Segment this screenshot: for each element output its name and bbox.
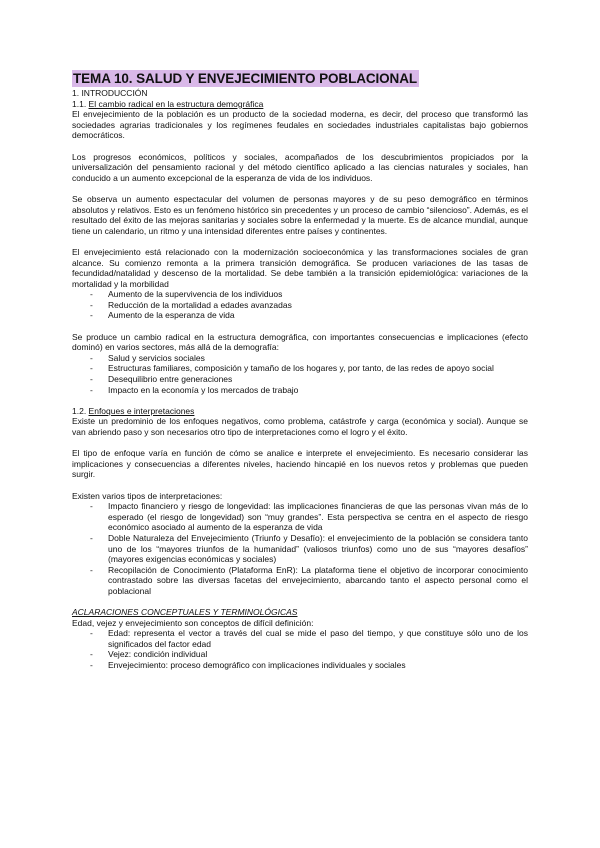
subsection-number: 1.1.	[72, 98, 89, 109]
subsection-number: 1.2.	[72, 405, 89, 416]
document-page	[72, 70, 528, 671]
section-heading-introduccion: 1. INTRODUCCIÓN	[72, 88, 148, 98]
list-item: - Edad: representa el vector a través del cual se mide el paso del tiempo, y que constituye sólo uno de los significados del factor edad	[90, 628, 528, 649]
dash-bullet: -	[90, 363, 93, 374]
paragraph: El envejecimiento de la población es un producto de la sociedad moderna, es decir, del proceso que transformó las sociedades agrarias tradicionales y los regímenes feudales en sociedades industriales capitalistas bajo gobiernos democráticos.	[72, 109, 528, 141]
bullet-list-consecuencias	[72, 353, 528, 395]
paragraph: El tipo de enfoque varía en función de cómo se analice e interprete el envejecimiento. Es necesario considerar las implicaciones y consecuencias a diferentes niveles, haciendo hincapié en los nuevos retos y problemas que pueden surgir.	[72, 448, 528, 480]
list-item: - Aumento de la supervivencia de los individuos	[90, 289, 283, 300]
subsection-heading-1-1	[72, 99, 528, 110]
dash-bullet: -	[90, 352, 93, 363]
subsection-label: Enfoques e interpretaciones	[88, 405, 195, 416]
paragraph: Se observa un aumento espectacular del volumen de personas mayores y de su peso demográfico en términos absolutos y relativos. Esto es un fenómeno histórico sin precedentes y un proceso de cambio “silencioso”. Además, es el resultado del éxito de las mejoras sanitarias y sociales sobre la enfermedad y la muerte. Es de alcance mundial, aunque tiene un calendario, un ritmo y una intensidad diferentes entre países y continentes.	[72, 193, 528, 236]
subsection-heading-1-2	[72, 406, 528, 417]
bullet-list-transicion	[72, 289, 528, 321]
paragraph: Existe un predominio de los enfoques negativos, como problema, catástrofe y carga (económica y social). Aunque se van abriendo paso y son necesarios otro tipo de interpretaciones como el logro y el éxito.	[72, 416, 528, 437]
bullet-list-conceptos	[72, 628, 528, 670]
paragraph: Se produce un cambio radical en la estructura demográfica, con importantes consecuencias e implicaciones (efecto dominó) en varios sectores, más allá de la demografía:	[72, 331, 528, 353]
list-item: - Impacto en la economía y los mercados de trabajo	[90, 384, 299, 395]
dash-bullet: -	[90, 299, 93, 310]
list-item: - Desequilibrio entre generaciones	[90, 374, 233, 385]
list-item: - Salud y servicios sociales	[90, 352, 205, 363]
dash-bullet: -	[90, 564, 93, 575]
subsection-label: El cambio radical en la estructura demográfica	[88, 98, 264, 109]
paragraph: Edad, vejez y envejecimiento son conceptos de difícil definición:	[72, 617, 314, 628]
dash-bullet: -	[90, 532, 93, 543]
page-title: TEMA 10. SALUD Y ENVEJECIMIENTO POBLACIONAL	[73, 71, 418, 86]
dash-bullet: -	[90, 628, 93, 639]
list-item: - Recopilación de Conocimiento (Plataforma EnR): La plataforma tiene el objetivo de incorporar conocimiento contrastado sobre las diversas facetas del envejecimiento, abarcando tanto el aspecto personal como el poblacional	[90, 564, 528, 596]
list-item: - Impacto financiero y riesgo de longevidad: las implicaciones financieras de que las personas vivan más de lo esperado (el riesgo de longevidad) son “muy grandes”. Esta perspectiva se centra en el aspecto de riesgo económico asociado al aumento de la esperanza de vida	[90, 501, 528, 533]
dash-bullet: -	[90, 310, 93, 321]
dash-bullet: -	[90, 501, 93, 512]
list-item: - Aumento de la esperanza de vida	[90, 310, 235, 321]
paragraph: El envejecimiento está relacionado con la modernización socioeconómica y las transformaciones sociales de gran alcance. Su comienzo remonta a la primera transición demográfica. Se producen variaciones de las tasas de fecundidad/natalidad y descenso de la mortalidad. Se debe también a la transición epidemiológica: variaciones de la mortalidad y la morbilidad	[72, 246, 528, 289]
list-item: - Estructuras familiares, composición y tamaño de los hogares y, por tanto, de las redes de apoyo social	[90, 363, 494, 374]
aclaraciones-heading: ACLARACIONES CONCEPTUALES Y TERMINOLÓGICAS	[72, 607, 298, 618]
dash-bullet: -	[90, 374, 93, 385]
dash-bullet: -	[90, 289, 93, 300]
dash-bullet: -	[90, 660, 93, 671]
list-item: - Envejecimiento: proceso demográfico con implicaciones individuales y sociales	[90, 660, 406, 671]
dash-bullet: -	[90, 384, 93, 395]
paragraph: Los progresos económicos, políticos y sociales, acompañados de los descubrimientos propiciados por la universalización del pensamiento racional y del método científico aplicado a las ciencias naturales y sociales, han conducido a un aumento excepcional de la esperanza de vida de los individuos.	[72, 151, 528, 183]
paragraph: Existen varios tipos de interpretaciones:	[72, 490, 223, 501]
list-item: - Vejez: condición individual	[90, 649, 208, 660]
list-item: - Reducción de la mortalidad a edades avanzadas	[90, 299, 292, 310]
dash-bullet: -	[90, 649, 93, 660]
bullet-list-interpretaciones	[72, 501, 528, 596]
list-item: - Doble Naturaleza del Envejecimiento (Triunfo y Desafío): el envejecimiento de la población se considera tanto uno de los “mayores triunfos de la humanidad” (valiosos triunfos) como uno de sus “mayores desafíos” (mayores exigencias económicas y sociales)	[90, 532, 528, 565]
